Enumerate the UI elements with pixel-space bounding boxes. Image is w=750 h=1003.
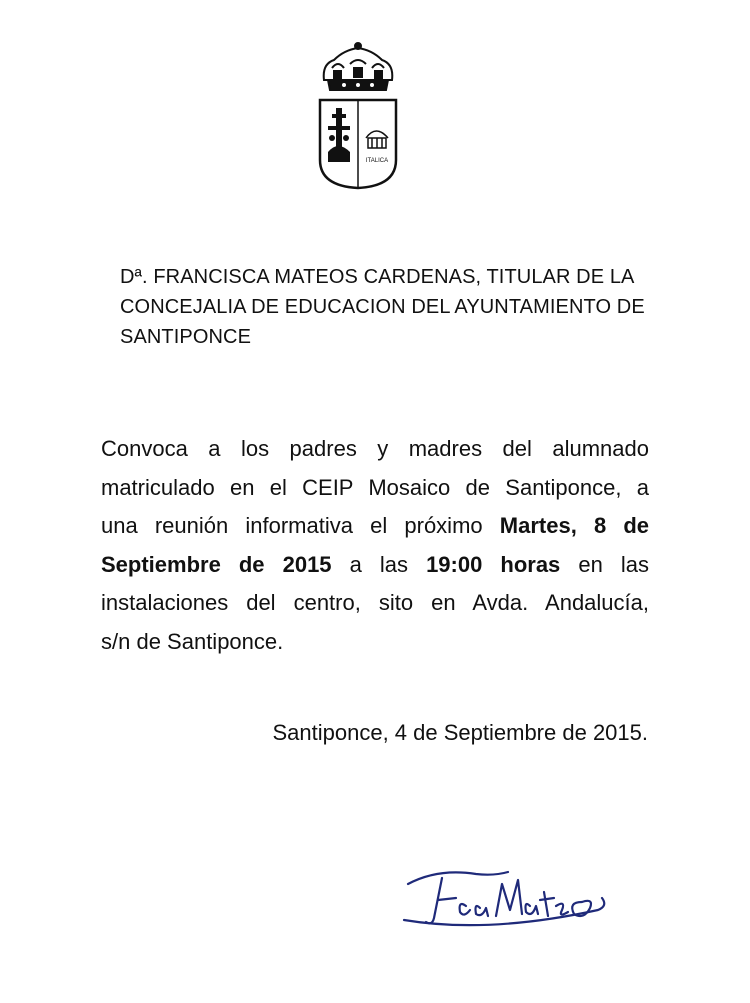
- issuer-line-1: Dª. FRANCISCA MATEOS CARDENAS, TITULAR DE LA: [120, 266, 635, 288]
- handwritten-signature: [398, 862, 610, 932]
- notice-body: [101, 430, 649, 661]
- issuer-heading: [120, 262, 680, 352]
- body-line-6: s/n de Santiponce.: [101, 628, 284, 654]
- issuer-line-3: SANTIPONCE: [120, 326, 252, 348]
- body-line-2: matriculado en el CEIP Mosaico de Santiponce, a: [101, 474, 649, 500]
- coat-inscription: ITALICA: [365, 158, 389, 164]
- meeting-month-year: Septiembre de 2015: [101, 551, 332, 577]
- issuer-line-2: CONCEJALIA DE EDUCACION DEL AYUNTAMIENTO DE: [120, 296, 645, 318]
- meeting-time: 19:00 horas: [426, 551, 561, 577]
- body-line-4: [101, 546, 649, 585]
- place-and-date: Santiponce, 4 de Septiembre de 2015.: [272, 720, 648, 745]
- body-line-3: [101, 507, 649, 546]
- coat-of-arms-icon: [314, 42, 402, 192]
- body-line-4-text-a: a las: [331, 551, 427, 577]
- body-line-3-text: una reunión informativa el próximo: [101, 513, 500, 538]
- meeting-day: Martes, 8 de: [499, 513, 650, 538]
- body-line-4-text-b: en las: [560, 551, 649, 577]
- body-line-1: Convoca a los padres y madres del alumnado: [101, 436, 649, 461]
- body-line-5: instalaciones del centro, sito en Avda. Andalucía,: [101, 590, 649, 615]
